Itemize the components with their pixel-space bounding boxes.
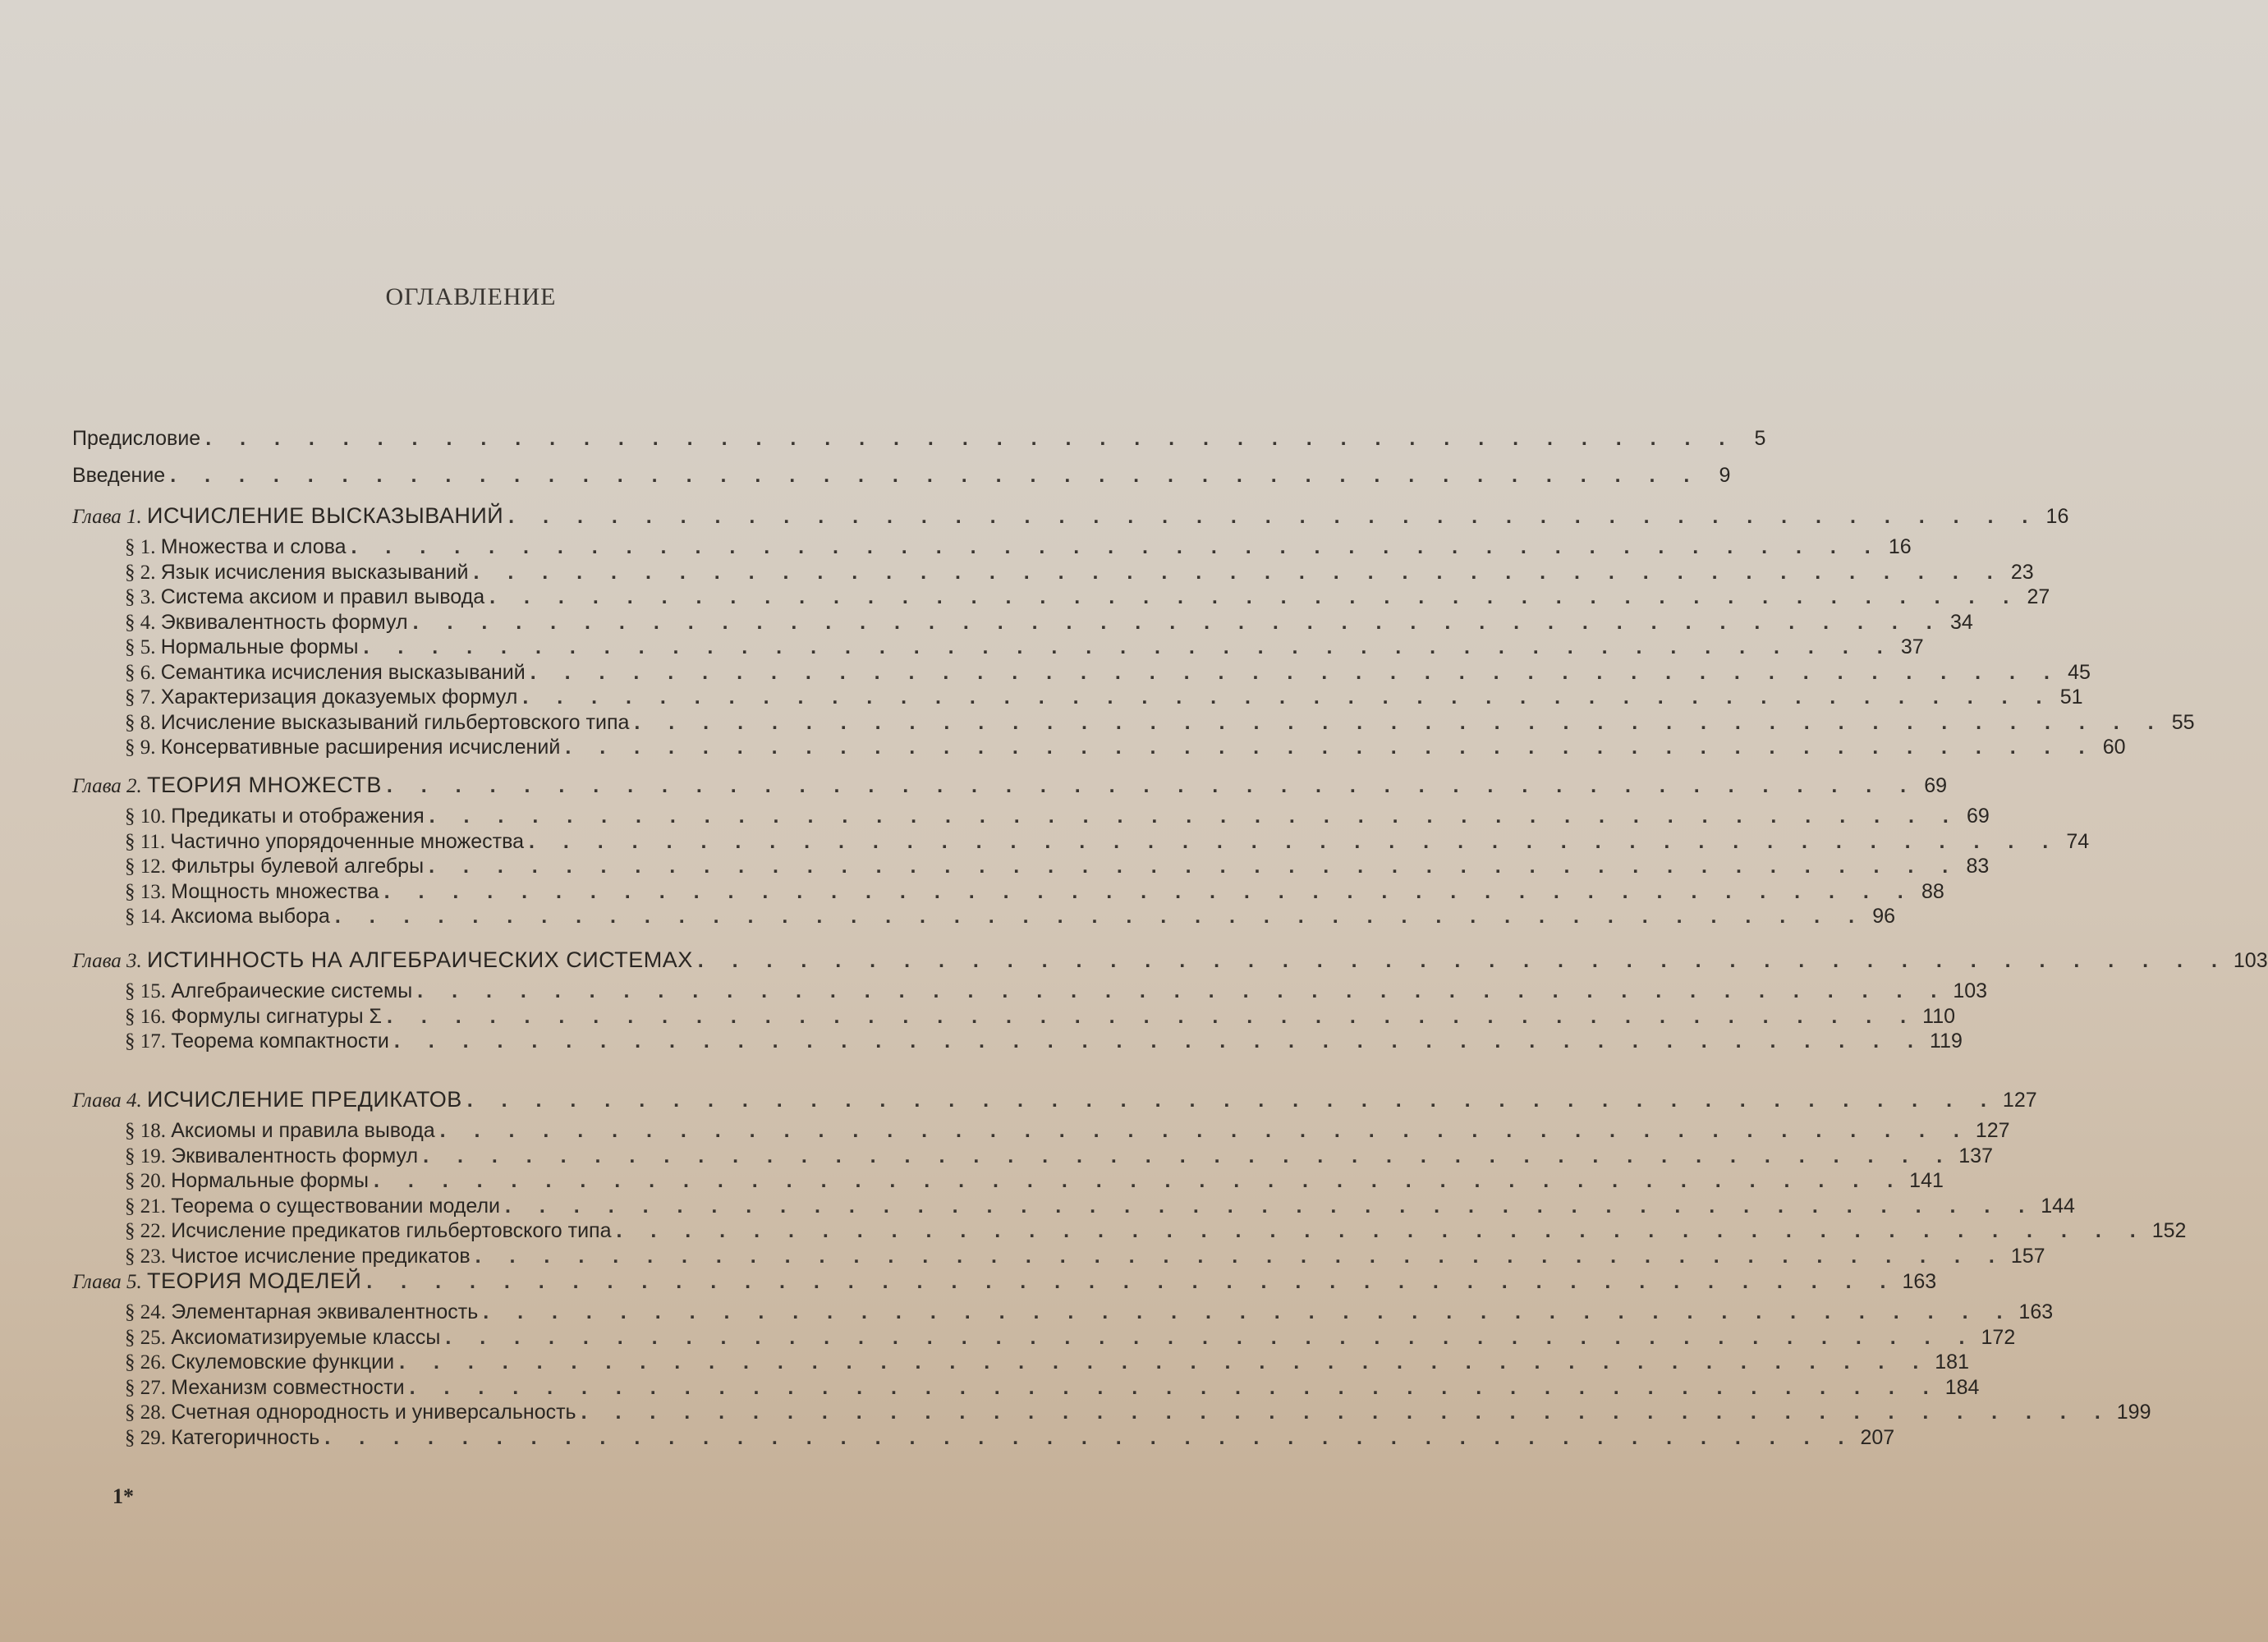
dot-leader: . . . . . . . . . . . . . . . . . . . . . . . . . . . . . . . . . . . . . . . . . . . . .: [565, 736, 2096, 759]
dot-leader: . . . . . . . . . . . . . . . . . . . . . . . . . . . . . . . . . . . . . . . . . . . . .: [170, 464, 1701, 487]
chapter-prefix: Глава 3.: [72, 950, 148, 972]
section-number: § 26.: [125, 1351, 172, 1374]
page-number: 74: [2066, 829, 2090, 853]
section-number: § 3.: [125, 586, 161, 608]
section-title: Чистое исчисление предикатов: [171, 1244, 471, 1268]
entry-label: [72, 1268, 361, 1296]
entry-label: [125, 1299, 478, 1326]
entry-label: [125, 1324, 440, 1351]
toc-section-row: [125, 1243, 2045, 1269]
page-number: 83: [1966, 855, 1990, 878]
section-number: § 27.: [125, 1376, 172, 1399]
entry-label: [125, 734, 560, 761]
section-title: Счетная однородность и универсальность: [171, 1401, 576, 1424]
dot-leader: . . . . . . . . . . . . . . . . . . . . . . . . . . . . . . . . . . . . . . . . . . . . .: [334, 905, 1866, 928]
toc-section-row: [125, 559, 2034, 585]
front-matter-title: Введение: [72, 464, 166, 487]
section-number: § 11.: [125, 830, 171, 853]
page-number: 69: [1924, 774, 1948, 797]
section-number: § 20.: [125, 1170, 172, 1192]
dot-leader: . . . . . . . . . . . . . . . . . . . . . . . . . . . . . . . . . . . . . . . . . . . . .: [466, 1089, 1998, 1112]
dot-leader: . . . . . . . . . . . . . . . . . . . . . . . . . . . . . . . . . . . . . . . . . . . . .: [373, 1169, 1905, 1192]
chapter-title: ИСЧИСЛЕНИЕ ПРЕДИКАТОВ: [147, 1087, 462, 1112]
page-number: 141: [1909, 1169, 1944, 1192]
dot-leader: . . . . . . . . . . . . . . . . . . . . . . . . . . . . . . . . . . . . . . . . . . . . .: [383, 879, 1915, 903]
page-number: 144: [2041, 1194, 2075, 1218]
page-number: 207: [1860, 1425, 1895, 1449]
toc-section-row: [125, 659, 2091, 686]
section-number: § 19.: [125, 1144, 172, 1167]
section-number: § 22.: [125, 1220, 172, 1242]
page-number: 119: [1930, 1030, 1963, 1053]
section-number: § 5.: [125, 636, 161, 658]
entry-label: [125, 1193, 500, 1220]
section-title: Язык исчисления высказываний: [160, 560, 469, 584]
section-title: Консервативные расширения исчислений: [160, 736, 561, 759]
entry-label: [125, 1143, 418, 1170]
toc-section-row: [125, 803, 1990, 829]
page-number: 96: [1872, 905, 1896, 928]
chapter-title: ТЕОРИЯ МОДЕЛЕЙ: [147, 1268, 362, 1293]
entry-label: [72, 502, 503, 530]
dot-leader: . . . . . . . . . . . . . . . . . . . . . . . . . . . . . . . . . . . . . . . . . . . . .: [429, 855, 1960, 878]
toc-section-row: [125, 1218, 2187, 1244]
dot-leader: . . . . . . . . . . . . . . . . . . . . . . . . . . . . . . . . . . . . . . . . . . . . .: [409, 1375, 1940, 1399]
dot-leader: . . . . . . . . . . . . . . . . . . . . . . . . . . . . . . . . . . . . . . . . . . . . .: [473, 560, 2004, 584]
entry-label: [125, 1028, 389, 1055]
section-title: Мощность множества: [171, 879, 379, 903]
dot-leader: . . . . . . . . . . . . . . . . . . . . . . . . . . . . . . . . . . . . . . . . . . . . .: [508, 505, 2040, 528]
toc-chapter-row: [72, 947, 2268, 973]
chapter-prefix: Глава 1.: [72, 506, 148, 528]
section-number: § 17.: [125, 1030, 172, 1053]
entry-label: [125, 559, 468, 586]
entry-label: [125, 1218, 612, 1245]
section-title: Предикаты и отображения: [171, 805, 425, 828]
entry-label: [125, 828, 524, 855]
section-number: § 10.: [125, 805, 172, 828]
dot-leader: . . . . . . . . . . . . . . . . . . . . . . . . . . . . . . . . . . . . . . . . . . . . .: [475, 1244, 2006, 1268]
page-number: 184: [1944, 1375, 1980, 1399]
dot-leader: . . . . . . . . . . . . . . . . . . . . . . . . . . . . . . . . . . . . . . . . . . . . .: [412, 610, 1944, 634]
page-number: 55: [2171, 710, 2195, 734]
toc-section-row: [125, 1399, 2151, 1425]
dot-leader: . . . . . . . . . . . . . . . . . . . . . . . . . . . . . . . . . . . . . . . . . . . . .: [423, 1144, 1954, 1167]
section-number: § 21.: [125, 1195, 172, 1218]
page-number: 199: [2116, 1401, 2151, 1424]
section-title: Исчисление высказываний гильбертовского типа: [160, 710, 630, 734]
toc-section-row: [125, 634, 1924, 660]
page-number: 110: [1922, 1004, 1955, 1028]
entry-label: [125, 1424, 319, 1452]
toc-section-row: [125, 609, 1973, 635]
dot-leader: . . . . . . . . . . . . . . . . . . . . . . . . . . . . . . . . . . . . . . . . . . . . .: [489, 585, 2021, 608]
section-number: § 29.: [125, 1426, 172, 1449]
dot-leader: . . . . . . . . . . . . . . . . . . . . . . . . . . . . . . . . . . . . . . . . . . . . .: [417, 979, 1949, 1002]
section-number: § 9.: [125, 736, 161, 759]
section-title: Механизм совместности: [171, 1375, 405, 1399]
entry-label: [125, 1003, 382, 1030]
entry-label: [125, 878, 379, 906]
dot-leader: . . . . . . . . . . . . . . . . . . . . . . . . . . . . . . . . . . . . . . . . . . . . .: [634, 710, 2165, 734]
toc-section-row: [125, 878, 1944, 905]
section-number: § 16.: [125, 1005, 172, 1028]
toc-section-row: [125, 1299, 2054, 1325]
entry-label: [125, 978, 412, 1005]
toc-section-row: [125, 534, 1912, 560]
dot-leader: . . . . . . . . . . . . . . . . . . . . . . . . . . . . . . . . . . . . . . . . . . . . .: [483, 1300, 2014, 1323]
toc-section-row: [125, 1374, 1980, 1401]
toc-section-row: [125, 734, 2126, 760]
entry-label: [125, 659, 526, 686]
toc-section-row: [125, 1424, 1895, 1451]
section-title: Аксиоматизируемые классы: [171, 1325, 441, 1349]
section-title: Характеризация доказуемых формул: [160, 686, 518, 709]
section-number: § 24.: [125, 1301, 172, 1323]
section-title: Система аксиом и правил вывода: [160, 585, 485, 608]
page-number: 172: [1981, 1325, 2016, 1349]
dot-leader: . . . . . . . . . . . . . . . . . . . . . . . . . . . . . . . . . . . . . . . . . . . . .: [351, 535, 1882, 558]
dot-leader: . . . . . . . . . . . . . . . . . . . . . . . . . . . . . . . . . . . . . . . . . . . . .: [522, 686, 2054, 709]
toc-section-row: [125, 584, 2050, 610]
dot-leader: . . . . . . . . . . . . . . . . . . . . . . . . . . . . . . . . . . . . . . . . . . . . .: [616, 1219, 2147, 1242]
section-number: § 15.: [125, 980, 172, 1002]
page-number: 103: [1953, 979, 1988, 1002]
section-number: § 14.: [125, 906, 172, 928]
dot-leader: . . . . . . . . . . . . . . . . . . . . . . . . . . . . . . . . . . . . . . . . . . . . .: [530, 660, 2061, 684]
entry-label: [125, 853, 424, 880]
section-number: § 2.: [125, 561, 161, 584]
section-title: Категоричность: [171, 1425, 320, 1449]
page-number: 27: [2027, 585, 2050, 608]
toc-section-row: [125, 709, 2195, 736]
toc-section-row: [125, 1003, 1955, 1030]
page-number: 34: [1949, 610, 1973, 634]
section-number: § 8.: [125, 711, 161, 734]
dot-leader: . . . . . . . . . . . . . . . . . . . . . . . . . . . . . . . . . . . . . . . . . . . . .: [529, 829, 2060, 853]
toc-chapter-row: [72, 1268, 1937, 1294]
page-title: ОГЛАВЛЕНИЕ: [385, 283, 557, 310]
toc-section-row: [125, 1143, 1993, 1169]
front-matter-title: Предисловие: [72, 427, 201, 450]
dot-leader: . . . . . . . . . . . . . . . . . . . . . . . . . . . . . . . . . . . . . . . . . . . . .: [429, 805, 1960, 828]
page-number: 16: [2045, 505, 2069, 528]
page-number: 103: [2233, 949, 2268, 972]
dot-leader: . . . . . . . . . . . . . . . . . . . . . . . . . . . . . . . . . . . . . . . . . . . . .: [697, 949, 2229, 972]
section-number: § 4.: [125, 611, 161, 634]
chapter-prefix: Глава 2.: [72, 775, 148, 797]
section-title: Скулемовские функции: [171, 1351, 395, 1374]
toc-section-row: [125, 903, 1896, 929]
dot-leader: . . . . . . . . . . . . . . . . . . . . . . . . . . . . . . . . . . . . . . . . . . . . .: [393, 1030, 1926, 1053]
section-title: Теорема компактности: [171, 1030, 389, 1053]
entry-label: [125, 534, 347, 561]
page-number: 152: [2151, 1219, 2187, 1242]
section-title: Аксиомы и правила вывода: [171, 1119, 435, 1142]
page-number: 37: [1900, 635, 1924, 658]
entry-label: [125, 903, 330, 930]
toc-front-row: [72, 462, 1731, 488]
dot-leader: . . . . . . . . . . . . . . . . . . . . . . . . . . . . . . . . . . . . . . . . . . . . .: [363, 635, 1894, 658]
toc-section-row: [125, 1167, 1944, 1194]
dot-leader: . . . . . . . . . . . . . . . . . . . . . . . . . . . . . . . . . . . . . . . . . . . . .: [581, 1401, 2112, 1424]
entry-label: [125, 803, 425, 830]
entry-label: [72, 1086, 462, 1114]
toc-section-row: [125, 1349, 1969, 1375]
section-number: § 25.: [125, 1326, 172, 1349]
entry-label: [125, 1374, 405, 1401]
page-number: 137: [1958, 1144, 1993, 1167]
entry-label: [72, 947, 693, 975]
page-number: 69: [1967, 805, 1990, 828]
page-number: 127: [2002, 1089, 2037, 1112]
toc-section-row: [125, 978, 1988, 1004]
section-title: Теорема о существовании модели: [171, 1194, 501, 1218]
section-number: § 1.: [125, 536, 161, 558]
toc-chapter-row: [72, 1086, 2037, 1112]
page-number: 23: [2010, 560, 2034, 584]
section-number: § 13.: [125, 880, 172, 903]
section-title: Множества и слова: [160, 535, 347, 558]
page-number: 163: [2018, 1300, 2054, 1323]
dot-leader: . . . . . . . . . . . . . . . . . . . . . . . . . . . . . . . . . . . . . . . . . . . . .: [324, 1425, 1856, 1449]
entry-label: [125, 1117, 435, 1144]
section-title: Эквивалентность формул: [171, 1144, 419, 1167]
page-number: 60: [2102, 736, 2126, 759]
section-title: Семантика исчисления высказываний: [160, 660, 526, 684]
section-title: Эквивалентность формул: [160, 610, 408, 634]
toc-section-row: [125, 1324, 2016, 1351]
dot-leader: . . . . . . . . . . . . . . . . . . . . . . . . . . . . . . . . . . . . . . . . . . . . .: [386, 1004, 1918, 1028]
section-title: Аксиома выбора: [171, 905, 330, 928]
section-title: Частично упорядоченные множества: [170, 829, 524, 853]
dot-leader: . . . . . . . . . . . . . . . . . . . . . . . . . . . . . . . . . . . . . . . . . . . . .: [386, 774, 1918, 797]
toc-section-row: [125, 684, 2083, 710]
chapter-title: ИСЧИСЛЕНИЕ ВЫСКАЗЫВАНИЙ: [147, 503, 504, 528]
page-number: 163: [1902, 1270, 1937, 1293]
toc-section-row: [125, 1193, 2075, 1219]
toc-section-row: [125, 853, 1990, 879]
entry-label: [72, 462, 165, 488]
entry-label: [125, 584, 484, 611]
entry-label: [125, 1167, 369, 1195]
chapter-title: ИСТИННОСТЬ НА АЛГЕБРАИЧЕСКИХ СИСТЕМАХ: [147, 947, 693, 972]
signature-mark: 1*: [112, 1484, 134, 1508]
entry-label: [125, 1243, 471, 1270]
dot-leader: . . . . . . . . . . . . . . . . . . . . . . . . . . . . . . . . . . . . . . . . . . . . .: [439, 1119, 1971, 1142]
toc-front-row: [72, 425, 1766, 452]
page-number: 45: [2068, 660, 2091, 684]
section-title: Нормальные формы: [160, 635, 359, 658]
entry-label: [125, 634, 358, 661]
entry-label: [72, 772, 382, 800]
page-number: 127: [1975, 1119, 2010, 1142]
entry-label: [125, 1349, 394, 1376]
section-title: Формулы сигнатуры Σ: [171, 1004, 382, 1028]
page-number: 157: [2010, 1244, 2045, 1268]
entry-label: [125, 684, 517, 711]
entry-label: [125, 1399, 576, 1426]
dot-leader: . . . . . . . . . . . . . . . . . . . . . . . . . . . . . . . . . . . . . . . . . . . . .: [399, 1351, 1931, 1374]
section-title: Исчисление предикатов гильбертовского типа: [171, 1219, 612, 1242]
section-number: § 12.: [125, 855, 172, 878]
page-number: 5: [1754, 427, 1766, 450]
dot-leader: . . . . . . . . . . . . . . . . . . . . . . . . . . . . . . . . . . . . . . . . . . . . .: [445, 1325, 1976, 1349]
entry-label: [125, 609, 408, 636]
entry-label: [72, 425, 200, 452]
toc-chapter-row: [72, 772, 1948, 798]
chapter-title: ТЕОРИЯ МНОЖЕСТВ: [147, 773, 382, 797]
toc-section-row: [125, 1117, 2010, 1144]
section-title: Нормальные формы: [171, 1169, 369, 1192]
entry-label: [125, 709, 629, 736]
section-title: Фильтры булевой алгебры: [171, 855, 425, 878]
section-number: § 23.: [125, 1245, 172, 1268]
section-number: § 6.: [125, 661, 161, 684]
section-title: Алгебраические системы: [171, 979, 413, 1002]
section-number: § 28.: [125, 1401, 172, 1424]
dot-leader: . . . . . . . . . . . . . . . . . . . . . . . . . . . . . . . . . . . . . . . . . . . . .: [505, 1194, 2036, 1218]
page-number: 9: [1719, 464, 1731, 487]
section-number: § 7.: [125, 686, 161, 709]
chapter-prefix: Глава 4.: [72, 1089, 148, 1112]
chapter-prefix: Глава 5.: [72, 1271, 148, 1293]
page-number: 88: [1921, 879, 1944, 903]
section-number: § 18.: [125, 1120, 172, 1142]
page-number: 181: [1935, 1351, 1969, 1374]
dot-leader: . . . . . . . . . . . . . . . . . . . . . . . . . . . . . . . . . . . . . . . . . . . . .: [366, 1270, 1898, 1293]
page-number: 16: [1888, 535, 1912, 558]
dot-leader: . . . . . . . . . . . . . . . . . . . . . . . . . . . . . . . . . . . . . . . . . . . . .: [205, 427, 1737, 450]
toc-section-row: [125, 828, 2090, 855]
toc-chapter-row: [72, 502, 2069, 529]
section-title: Элементарная эквивалентность: [171, 1300, 479, 1323]
toc-section-row: [125, 1028, 1963, 1054]
page-number: 51: [2059, 686, 2083, 709]
